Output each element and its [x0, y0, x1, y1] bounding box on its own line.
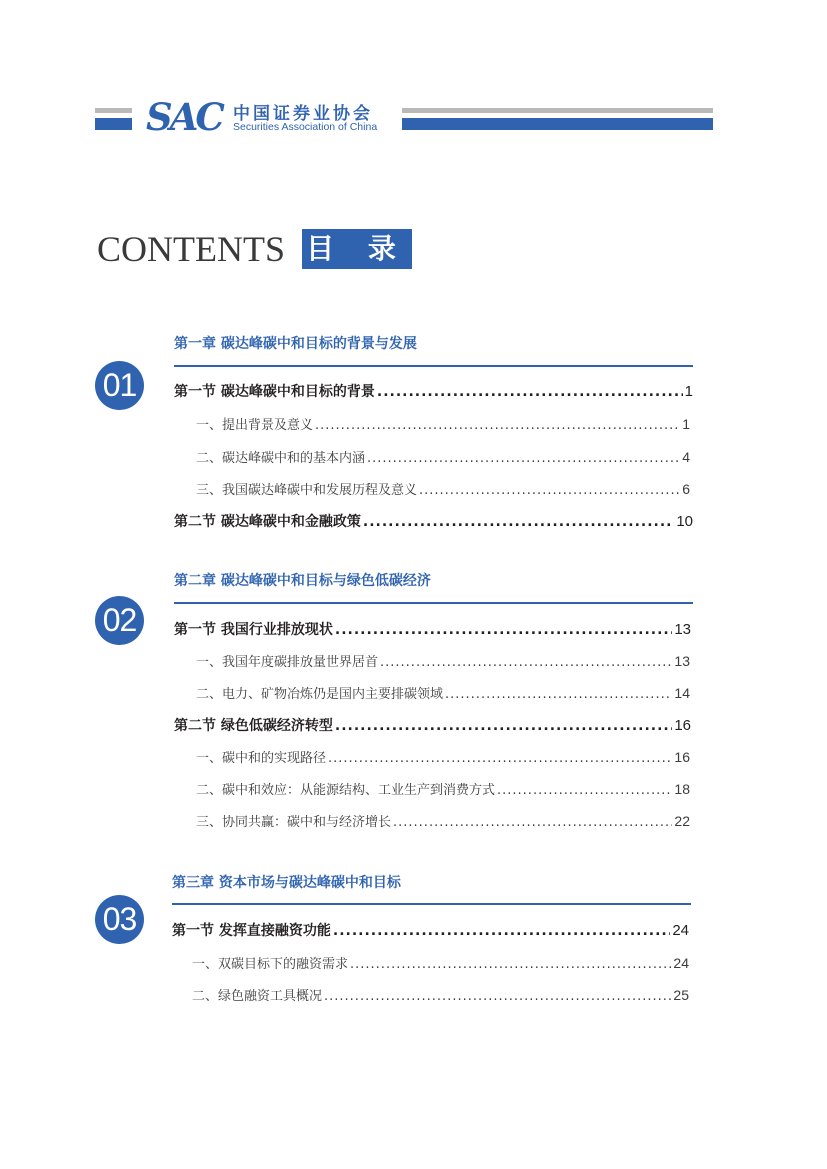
- chapter-divider: [172, 903, 691, 905]
- toc-entry-page: 16: [674, 749, 690, 765]
- toc-entry-page: 1: [684, 383, 693, 400]
- dot-leader: [328, 751, 672, 766]
- toc-entry-page: 24: [672, 922, 689, 939]
- dot-leader: [445, 687, 672, 702]
- toc-entry-page: 16: [674, 717, 691, 734]
- toc-entry[interactable]: [174, 381, 693, 401]
- header-left-gray-bar: [95, 108, 132, 113]
- contents-title-cn: 目 录: [302, 229, 412, 269]
- contents-title-en: CONTENTS: [97, 229, 285, 269]
- toc-entry-label: 一、我国年度碳排放量世界居首: [196, 655, 379, 670]
- toc-entry[interactable]: [196, 447, 690, 466]
- dot-leader: [315, 418, 680, 433]
- toc-entry[interactable]: [192, 953, 689, 972]
- toc-entry-page: 22: [674, 813, 690, 829]
- toc-entry-label: 二、碳达峰碳中和的基本内涵: [196, 451, 366, 466]
- toc-entry-label: 一、双碳目标下的融资需求: [192, 957, 349, 972]
- dot-leader: [363, 514, 674, 530]
- toc-entry[interactable]: [196, 414, 690, 433]
- toc-entry[interactable]: [196, 479, 690, 498]
- dot-leader: [380, 655, 672, 670]
- toc-entry-label: 第二节 碳达峰碳中和金融政策: [174, 514, 361, 530]
- toc-entry[interactable]: [196, 811, 690, 830]
- toc-entry-page: 6: [682, 481, 690, 497]
- chapter-number-badge: 02: [95, 596, 144, 645]
- toc-entry-label: 三、我国碳达峰碳中和发展历程及意义: [196, 483, 418, 498]
- dot-leader: [393, 815, 672, 830]
- toc-entry-label: 第二节 绿色低碳经济转型: [174, 718, 333, 734]
- org-name-cn: 中国证券业协会: [233, 104, 373, 124]
- toc-entry[interactable]: [196, 747, 690, 766]
- dot-leader: [497, 783, 672, 798]
- toc-entry[interactable]: [174, 715, 691, 735]
- chapter-number-badge: 03: [95, 895, 144, 944]
- toc-entry[interactable]: [174, 511, 693, 531]
- toc-entry-label: 二、碳中和效应：从能源结构、工业生产到消费方式: [196, 783, 496, 798]
- toc-entry[interactable]: [192, 985, 689, 1004]
- toc-entry-page: 14: [674, 685, 690, 701]
- toc-entry-page: 1: [682, 416, 690, 432]
- org-name-en: Securities Association of China: [233, 121, 378, 133]
- toc-entry-label: 第一节 碳达峰碳中和目标的背景: [174, 384, 375, 400]
- dot-leader: [335, 622, 672, 638]
- toc-entry-page: 18: [674, 781, 690, 797]
- toc-entry[interactable]: [196, 683, 690, 702]
- chapter-title[interactable]: 第三章 资本市场与碳达峰碳中和目标: [172, 875, 401, 891]
- toc-entry-page: 13: [674, 621, 691, 638]
- header-left-blue-bar: [95, 118, 132, 130]
- toc-entry-label: 三、协同共赢：碳中和与经济增长: [196, 815, 392, 830]
- chapter-number-badge: 01: [95, 361, 144, 410]
- sac-logo: SAC: [146, 95, 222, 139]
- toc-entry-page: 24: [673, 955, 689, 971]
- dot-leader: [333, 923, 670, 939]
- toc-entry-page: 4: [682, 449, 690, 465]
- toc-entry-label: 一、提出背景及意义: [196, 418, 314, 433]
- toc-entry-label: 二、绿色融资工具概况: [192, 989, 323, 1004]
- toc-entry-label: 二、电力、矿物冶炼仍是国内主要排碳领域: [196, 687, 444, 702]
- chapter-divider: [174, 602, 693, 604]
- toc-entry-label: 第一节 发挥直接融资功能: [172, 923, 331, 939]
- toc-entry-page: 10: [676, 513, 693, 530]
- dot-leader: [367, 451, 680, 466]
- toc-entry[interactable]: [196, 651, 690, 670]
- toc-entry[interactable]: [172, 920, 689, 940]
- chapter-divider: [174, 365, 693, 367]
- toc-entry-label: 第一节 我国行业排放现状: [174, 622, 333, 638]
- toc-entry-page: 25: [673, 987, 689, 1003]
- toc-entry[interactable]: [174, 619, 691, 639]
- toc-entry-page: 13: [674, 653, 690, 669]
- toc-entry[interactable]: [196, 779, 690, 798]
- dot-leader: [350, 957, 671, 972]
- chapter-title[interactable]: 第一章 碳达峰碳中和目标的背景与发展: [174, 336, 417, 352]
- dot-leader: [377, 384, 683, 400]
- dot-leader: [324, 989, 671, 1004]
- toc-entry-label: 一、碳中和的实现路径: [196, 751, 327, 766]
- dot-leader: [419, 483, 680, 498]
- header-right-blue-bar: [402, 118, 713, 130]
- dot-leader: [335, 718, 672, 734]
- chapter-title[interactable]: 第二章 碳达峰碳中和目标与绿色低碳经济: [174, 573, 431, 589]
- header-right-gray-bar: [402, 108, 713, 113]
